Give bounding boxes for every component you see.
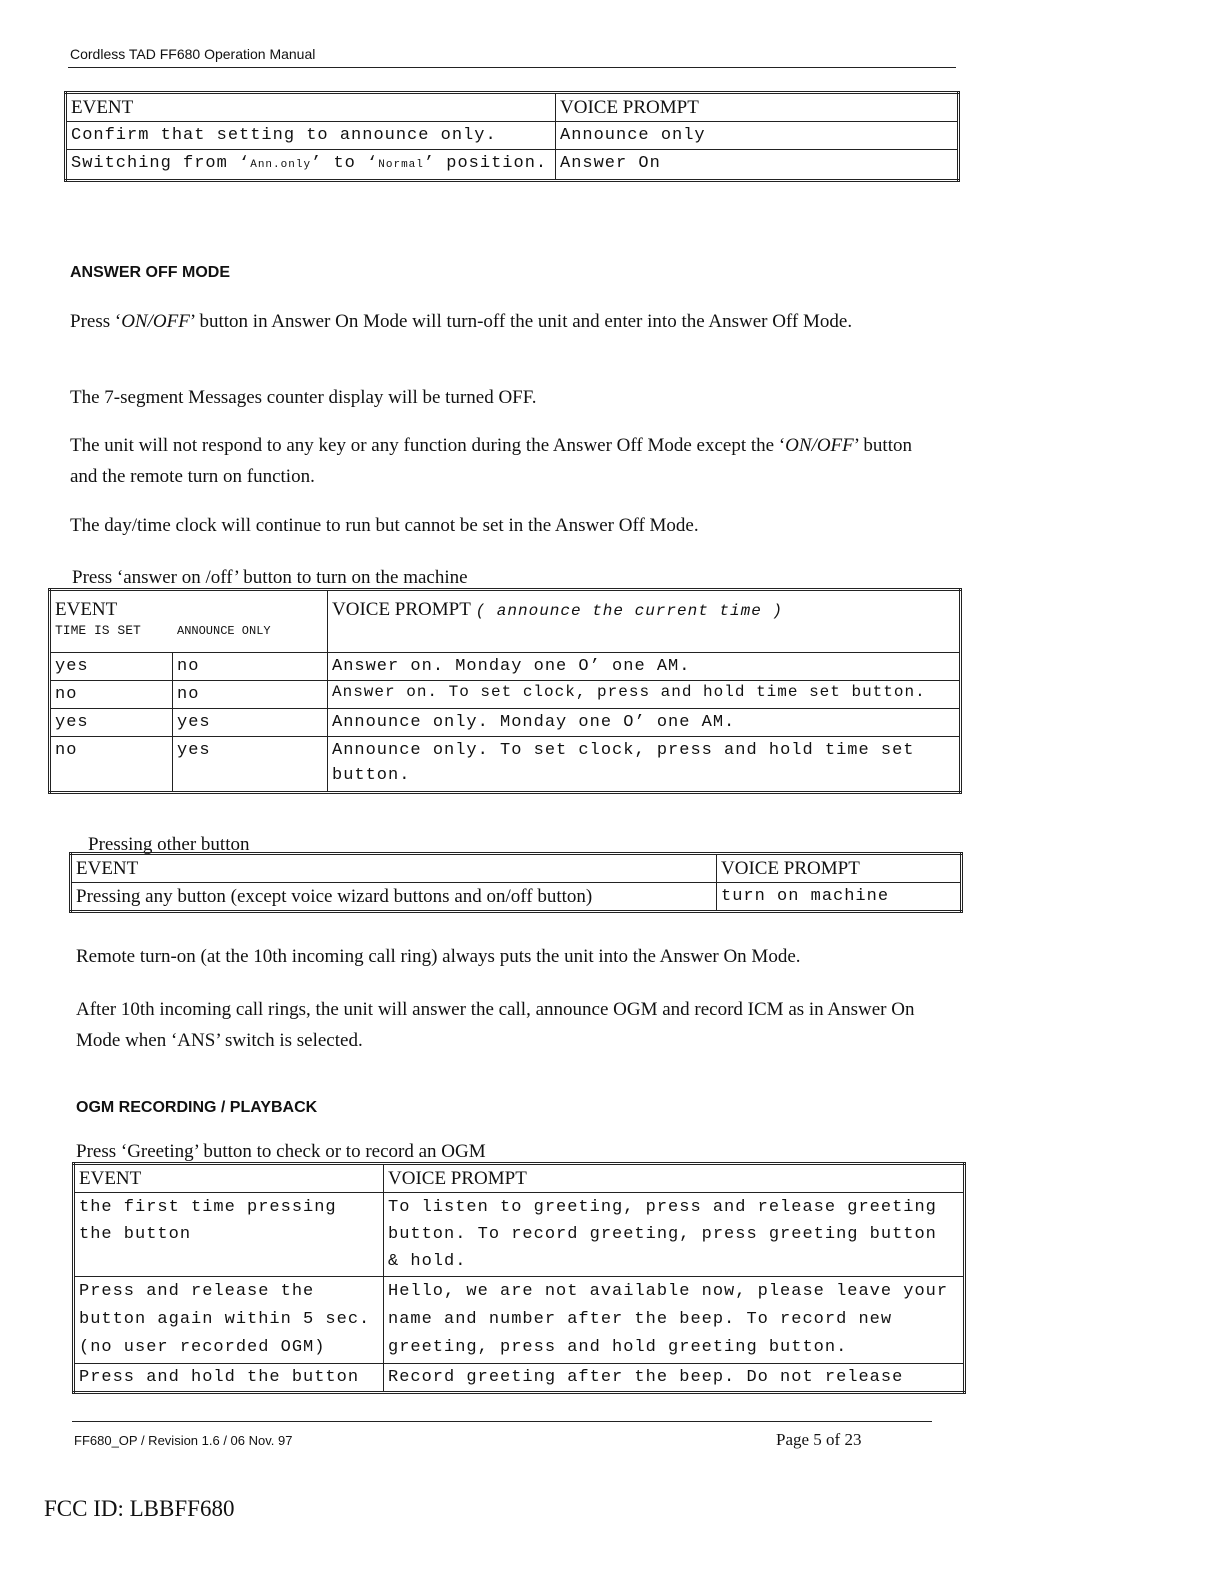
- announce-only-table: [64, 91, 960, 182]
- table2-row1-announce: no: [173, 653, 328, 681]
- paragraph-after-rings: After 10th incoming call rings, the unit will answer the call, announce OGM and record ICM as in Answer On Mode when ‘ANS’ switch is selected.: [76, 999, 915, 1051]
- header-rule: [68, 67, 956, 68]
- table2-row2-prompt: Answer on. To set clock, press and hold time set button.: [328, 681, 961, 709]
- table4-row3-event: Press and hold the button: [74, 1364, 384, 1393]
- table2-col-event-cell: [50, 590, 328, 653]
- table2-sub-announce: ANNOUNCE ONLY: [177, 624, 271, 638]
- caption-greeting: Press ‘Greeting’ button to check or to record an OGM: [76, 1141, 486, 1162]
- answer-on-table: [48, 588, 962, 794]
- footer-page-number: Page 5 of 23: [776, 1430, 862, 1449]
- caption-other-button: Pressing other button: [88, 834, 250, 855]
- table4-row1-prompt: To listen to greeting, press and release greeting button. To record greeting, press greeting button & hold.: [384, 1193, 965, 1277]
- table3-row1-prompt: turn on machine: [717, 883, 962, 912]
- table2-row2-time: no: [50, 681, 173, 709]
- table2-sub-time: TIME IS SET: [55, 623, 141, 638]
- table3-row1-event: Pressing any button (except voice wizard buttons and on/off button): [71, 883, 717, 912]
- table2-row4-time: no: [50, 737, 173, 793]
- table4-row2-event: Press and release the button again within 5 sec.(no user recorded OGM): [74, 1277, 384, 1364]
- table1-col-prompt: VOICE PROMPT: [556, 93, 959, 122]
- table2-row2-announce: no: [173, 681, 328, 709]
- table3-col-prompt: VOICE PROMPT: [717, 854, 962, 883]
- table1-row1-event: Confirm that setting to announce only.: [66, 122, 556, 150]
- table4-row2-prompt: Hello, we are not available now, please leave your name and number after the beep. To record new greeting, press and hold greeting button.: [384, 1277, 965, 1364]
- table2-row1-prompt: Answer on. Monday one O’ one AM.: [328, 653, 961, 681]
- table2-row3-prompt: Announce only. Monday one O’ one AM.: [328, 709, 961, 737]
- paragraph-display: The 7-segment Messages counter display will be turned OFF.: [70, 387, 537, 408]
- fcc-id: FCC ID: LBBFF680: [44, 1496, 235, 1521]
- paragraph-remote-turn-on: Remote turn-on (at the 10th incoming call ring) always puts the unit into the Answer On Mode.: [76, 946, 801, 967]
- section-title-answer-off: ANSWER OFF MODE: [70, 264, 230, 281]
- table2-col-prompt-cell: VOICE PROMPT ( announce the current time ): [328, 590, 961, 653]
- running-header: Cordless TAD FF680 Operation Manual: [70, 46, 316, 62]
- table4-col-prompt: VOICE PROMPT: [384, 1164, 965, 1193]
- table4-row1-event: the first time pressing the button: [74, 1193, 384, 1277]
- table2-row1-time: yes: [50, 653, 173, 681]
- table2-row4-prompt: Announce only. To set clock, press and hold time set button.: [328, 737, 961, 793]
- table4-col-event: EVENT: [74, 1164, 384, 1193]
- table1-row2-prompt: Answer On: [556, 150, 959, 181]
- table2-row3-announce: yes: [173, 709, 328, 737]
- table2-col-event: EVENT: [55, 599, 118, 620]
- ogm-table: [72, 1162, 966, 1394]
- paragraph-onoff: Press ‘ON/OFF’ button in Answer On Mode will turn-off the unit and enter into the Answer Off Mode.: [70, 311, 853, 332]
- table2-row3-time: yes: [50, 709, 173, 737]
- paragraph-no-response: The unit will not respond to any key or any function during the Answer Off Mode except the ‘ON/OFF’ button and the remote turn on function.: [70, 435, 912, 487]
- table1-row1-prompt: Announce only: [556, 122, 959, 150]
- table1-row2-event: Switching from ‘Ann.only’ to ‘Normal’ position.: [66, 150, 556, 181]
- table4-row3-prompt: Record greeting after the beep. Do not release: [384, 1364, 965, 1393]
- footer-revision: FF680_OP / Revision 1.6 / 06 Nov. 97: [74, 1433, 293, 1448]
- table2-row4-announce: yes: [173, 737, 328, 793]
- footer-rule: [72, 1421, 932, 1422]
- section-title-ogm: OGM RECORDING / PLAYBACK: [76, 1099, 318, 1116]
- table3-col-event: EVENT: [71, 854, 717, 883]
- other-button-table: [69, 852, 963, 913]
- caption-answer-on-off: Press ‘answer on /off’ button to turn on the machine: [72, 567, 468, 588]
- paragraph-clock: The day/time clock will continue to run but cannot be set in the Answer Off Mode.: [70, 515, 699, 536]
- table1-col-event: EVENT: [66, 93, 556, 122]
- table2-subheaders: [55, 621, 323, 641]
